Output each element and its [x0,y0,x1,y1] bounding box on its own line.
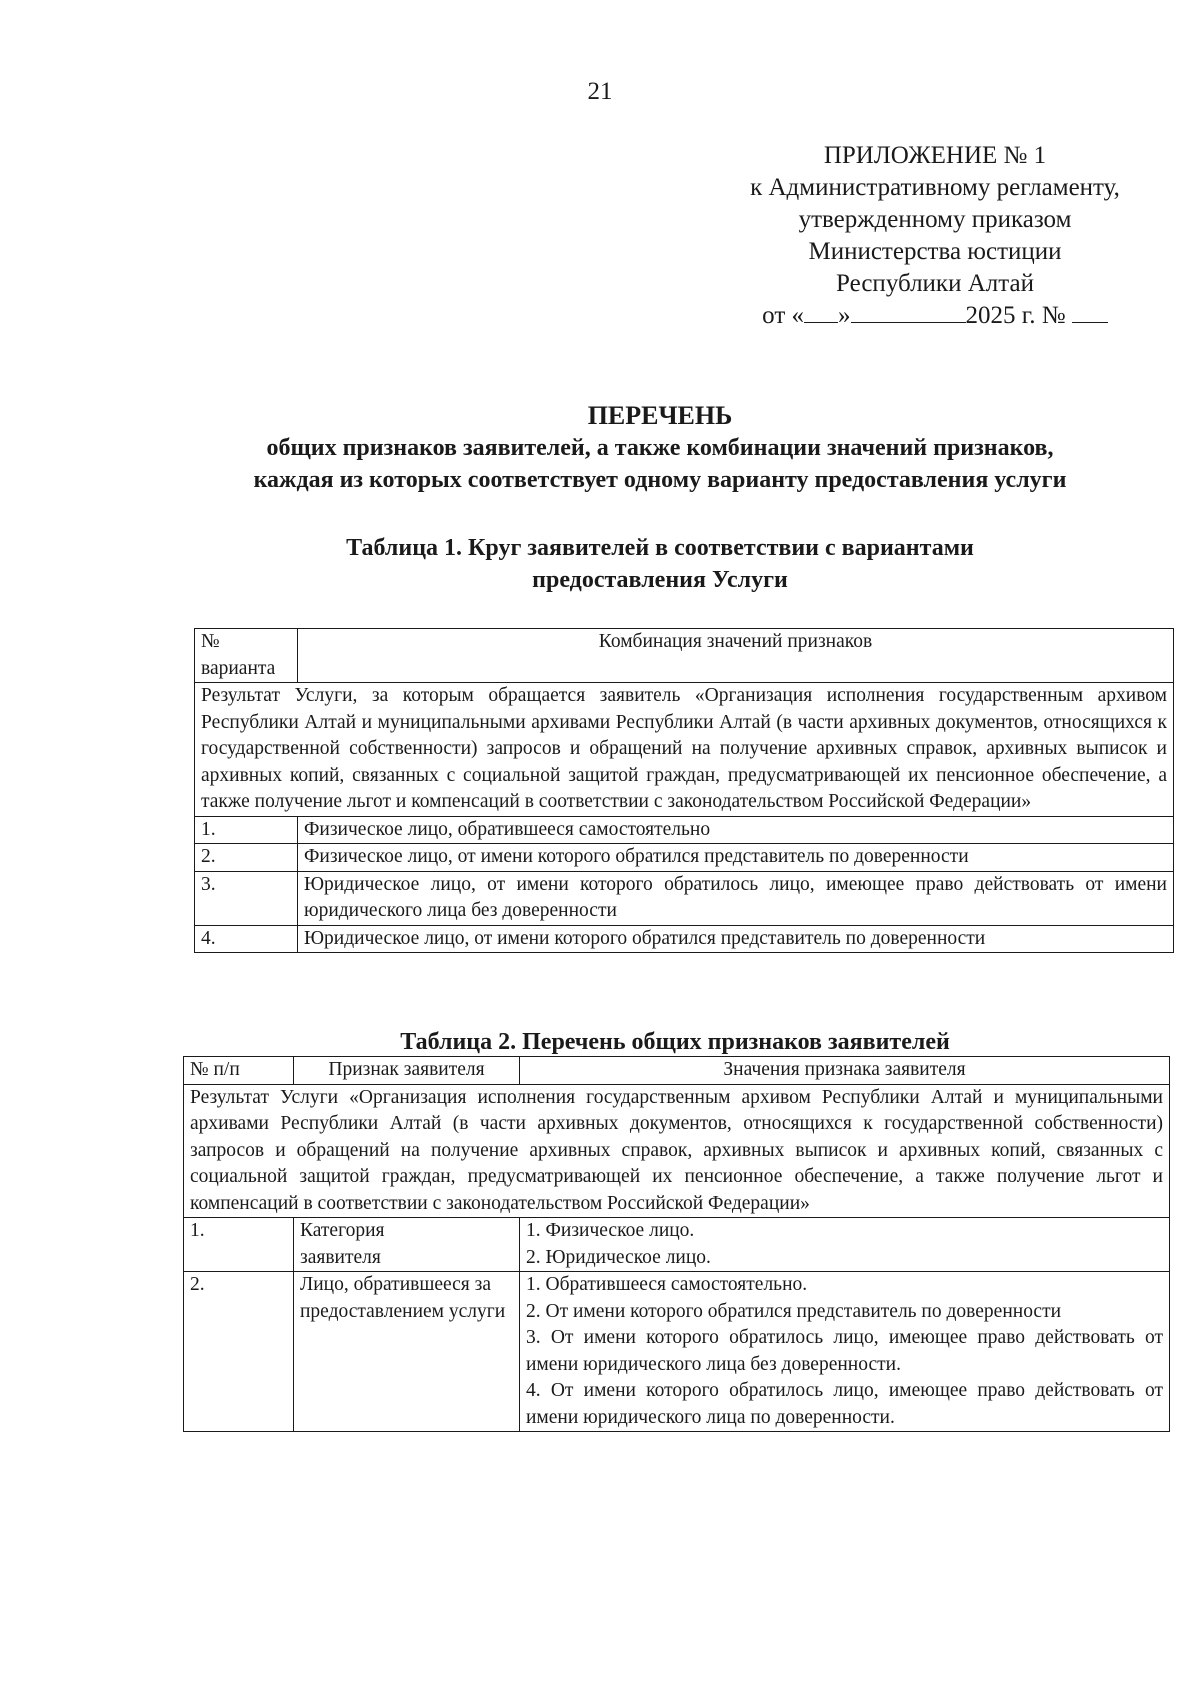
document-heading [150,400,1170,496]
date-prefix: от « [762,302,805,329]
day-blank [804,302,838,323]
table-row [184,1272,1170,1432]
appendix-date-line [700,300,1170,332]
table2-row-number: 2. [184,1272,294,1432]
table1-row-number: 4. [195,925,298,953]
date-mid: » [838,302,851,329]
heading-title: ПЕРЕЧЕНЬ [587,401,733,430]
table2-header-row [184,1057,1170,1085]
table1-row-number: 1. [195,816,298,844]
table1-applicant-variants [194,628,1174,953]
page-number: 21 [587,78,613,105]
table-row [195,844,1174,872]
table1-header-row [195,629,1174,683]
list-item: 1. Физическое лицо. [526,1220,695,1241]
appendix-line: Республики Алтай [836,270,1034,297]
table2-result-text: Результат Услуги «Организация исполнения государственным архивом Республики Алтай и муниципальными архивами Республики Алтай (в части архивных документов, относящихся к государственной собственности) запросов и обращений на получение архивных справок, архивных выписок и архивных копий, связанных с социальной защитой граждан, предусматривающей их пенсионное обеспечение, а также получение льгот и компенсаций в соответствии с законодательством Российской Федерации» [184,1084,1170,1218]
heading-line: каждая из которых соответствует одному варианту предоставления услуги [253,467,1067,493]
table2-header-values: Значения признака заявителя [520,1057,1170,1085]
list-item: 2. От имени которого обратился представитель по доверенности [526,1300,1062,1322]
table1-row-text: Физическое лицо, обратившееся самостоятельно [298,816,1174,844]
table2-row-feature: Категория заявителя [294,1218,520,1272]
table2-row-number: 1. [184,1218,294,1272]
list-item: 2. Юридическое лицо. [526,1246,711,1268]
table-row [195,816,1174,844]
table1-caption [240,532,1080,596]
table-row [195,871,1174,925]
table1-row-text: Физическое лицо, от имени которого обратился представитель по доверенности [298,844,1174,872]
appendix-block [700,140,1170,332]
table-row [184,1218,1170,1272]
table1-result-text: Результат Услуги, за которым обращается заявитель «Организация исполнения государственным архивом Республики Алтай и муниципальными архивами Республики Алтай (в части архивных документов, относящихся к государственной собственности) запросов и обращений на получение архивных справок, архивных выписок и архивных копий, связанных с социальной защитой граждан, предусматривающей их пенсионное обеспечение, а также получение льгот и компенсаций в соответствии с законодательством Российской Федерации» [195,683,1174,817]
table1-row-text: Юридическое лицо, от имени которого обратилось лицо, имеющее право действовать от имени юридического лица без доверенности [298,871,1174,925]
table1-row-number: 2. [195,844,298,872]
appendix-title: ПРИЛОЖЕНИЕ № 1 [823,142,1047,169]
table1-header-combination: Комбинация значений признаков [298,629,1174,683]
appendix-line: Министерства юстиции [808,238,1062,265]
table2-row-values [520,1272,1170,1432]
table2-header-number: № п/п [184,1057,294,1085]
table1-caption-line: Таблица 1. Круг заявителей в соответствии с вариантами [346,535,974,561]
table2-caption: Таблица 2. Перечень общих признаков заявителей [400,1029,950,1055]
table1-caption-line: предоставления Услуги [532,567,788,593]
number-blank [1072,302,1108,323]
table2-result-row [184,1084,1170,1218]
table1-row-number: 3. [195,871,298,925]
list-item: 4. От имени которого обратилось лицо, имеющее право действовать от имени юридического лица по доверенности. [526,1380,1163,1428]
table2-row-feature: Лицо, обратившееся за предоставлением услуги [294,1272,520,1432]
table1-header-variant-number: № варианта [195,629,298,683]
heading-line: общих признаков заявителей, а также комбинации значений признаков, [266,435,1054,461]
list-item: 3. От имени которого обратилось лицо, имеющее право действовать от имени юридического лица без доверенности. [526,1327,1163,1375]
table1-row-text: Юридическое лицо, от имени которого обратился представитель по доверенности [298,925,1174,953]
table2-header-feature: Признак заявителя [294,1057,520,1085]
month-blank [851,302,966,323]
table2-row-values [520,1218,1170,1272]
appendix-line: утвержденному приказом [798,206,1072,233]
table2-applicant-features [183,1056,1170,1432]
list-item: 1. Обратившееся самостоятельно. [526,1274,808,1295]
appendix-line: к Административному регламенту, [750,174,1120,201]
table1-result-row [195,683,1174,817]
table-row [195,925,1174,953]
date-year: 2025 г. № [965,302,1066,329]
